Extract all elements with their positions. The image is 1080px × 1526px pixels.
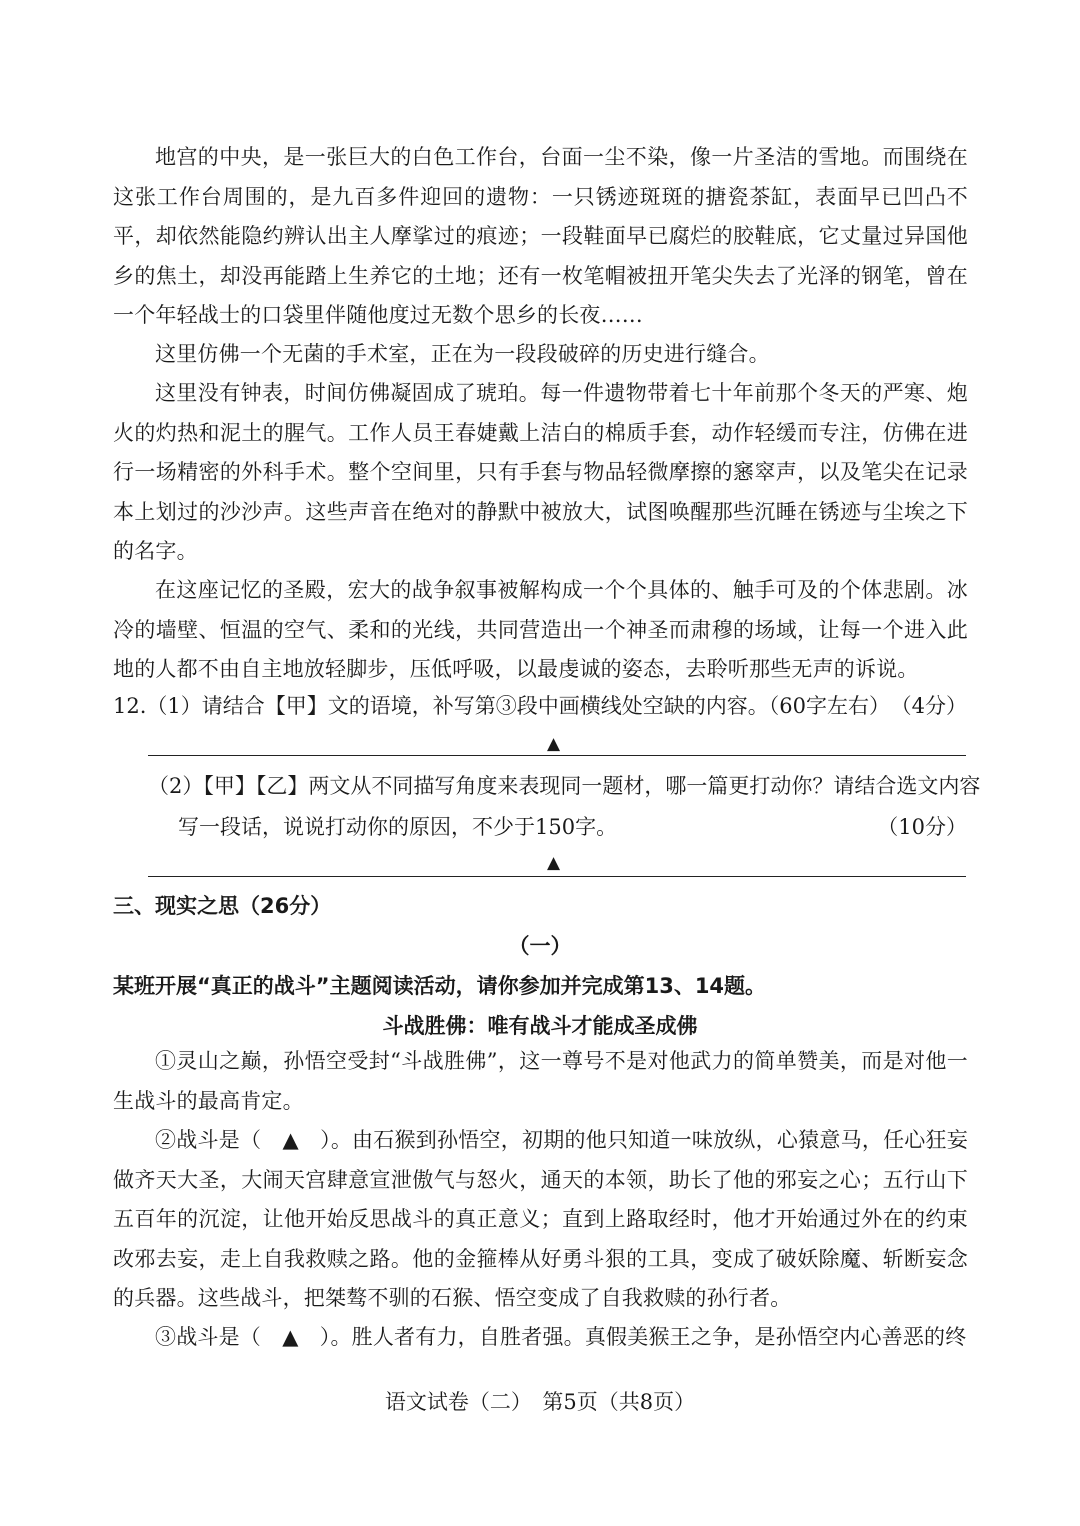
answer-marker-1: ▲ [547,734,561,754]
answer-line-2 [148,876,966,877]
article-paragraph-3: ③战斗是（ ▲ ）。胜人者有力，自胜者强。真假美猴王之争，是孙悟空内心善恶的终 [155,1325,967,1349]
question-12-part-1: 12.（1）请结合【甲】文的语境，补写第③段中画横线处空缺的内容。（60字左右） [113,694,890,718]
section-3-intro: 某班开展“真正的战斗”主题阅读活动，请你参加并完成第13、14题。 [113,974,767,998]
passage-paragraph-4: 在这座记忆的圣殿，宏大的战争叙事被解构成一个个具体的、触手可及的个体悲剧。冰冷的墙壁、恒温的空气、柔和的光线，共同营造出一个神圣而肃穆的场域，让每一个进入此地的人都不由自主地放轻脚步，压低呼吸，以最虔诚的姿态，去聆听那些无声的诉说。 [113,578,968,681]
page-footer: 语文试卷（二） 第5页（共8页） [384,1390,696,1414]
article-paragraph-1: ①灵山之巅，孙悟空受封“斗战胜佛”，这一尊号不是对他武力的简单赞美，而是对他一生战斗的最高肯定。 [113,1049,968,1113]
question-12-part-2-score: （10分） [877,815,967,839]
section-3-subheading: （一） [508,934,572,958]
section-3-heading: 三、现实之思（26分） [113,894,332,918]
answer-line-1 [148,755,966,756]
passage-paragraph-2: 这里仿佛一个无菌的手术室，正在为一段段破碎的历史进行缝合。 [155,342,770,366]
question-12-part-2-line-2: 写一段话，说说打动你的原因，不少于150字。 [178,815,618,839]
passage-paragraph-3: 这里没有钟表，时间仿佛凝固成了琥珀。每一件遗物带着七十年前那个冬天的严寒、炮火的灼热和泥土的腥气。工作人员王春婕戴上洁白的棉质手套，动作轻缓而专注，仿佛在进行一场精密的外科手术。整个空间里，只有手套与物品轻微摩擦的窸窣声，以及笔尖在记录本上划过的沙沙声。这些声音在绝对的静默中被放大，试图唤醒那些沉睡在锈迹与尘埃之下的名字。 [113,381,968,563]
passage-paragraph-1: 地宫的中央，是一张巨大的白色工作台，台面一尘不染，像一片圣洁的雪地。而围绕在这张工作台周围的，是九百多件迎回的遗物：一只锈迹斑斑的搪瓷茶缸，表面早已凹凸不平，却依然能隐约辨认出主人摩挲过的痕迹；一段鞋面早已腐烂的胶鞋底，它丈量过异国他乡的焦土，却没再能踏上生养它的土地；还有一枚笔帽被扭开笔尖失去了光泽的钢笔，曾在一个年轻战士的口袋里伴随他度过无数个思乡的长夜…… [113,145,968,327]
answer-marker-2: ▲ [547,853,561,873]
question-12-part-1-score: （4分） [890,694,967,718]
article-paragraph-2: ②战斗是（ ▲ ）。由石猴到孙悟空，初期的他只知道一味放纵，心猿意马，任心狂妄做齐天大圣，大闹天宫肆意宣泄傲气与怒火，通天的本领，助长了他的邪妄之心；五行山下五百年的沉淀，让他开始反思战斗的真正意义；直到上路取经时，他才开始通过外在的约束改邪去妄，走上自我救赎之路。他的金箍棒从好勇斗狠的工具，变成了破妖除魔、斩断妄念的兵器。这些战斗，把桀骜不驯的石猴、悟空变成了自我救赎的孙行者。 [113,1128,968,1310]
question-12-part-2-line-1: （2）【甲】【乙】两文从不同描写角度来表现同一题材，哪一篇更打动你？请结合选文内容 [148,774,981,798]
article-title: 斗战胜佛：唯有战斗才能成圣成佛 [382,1014,698,1038]
